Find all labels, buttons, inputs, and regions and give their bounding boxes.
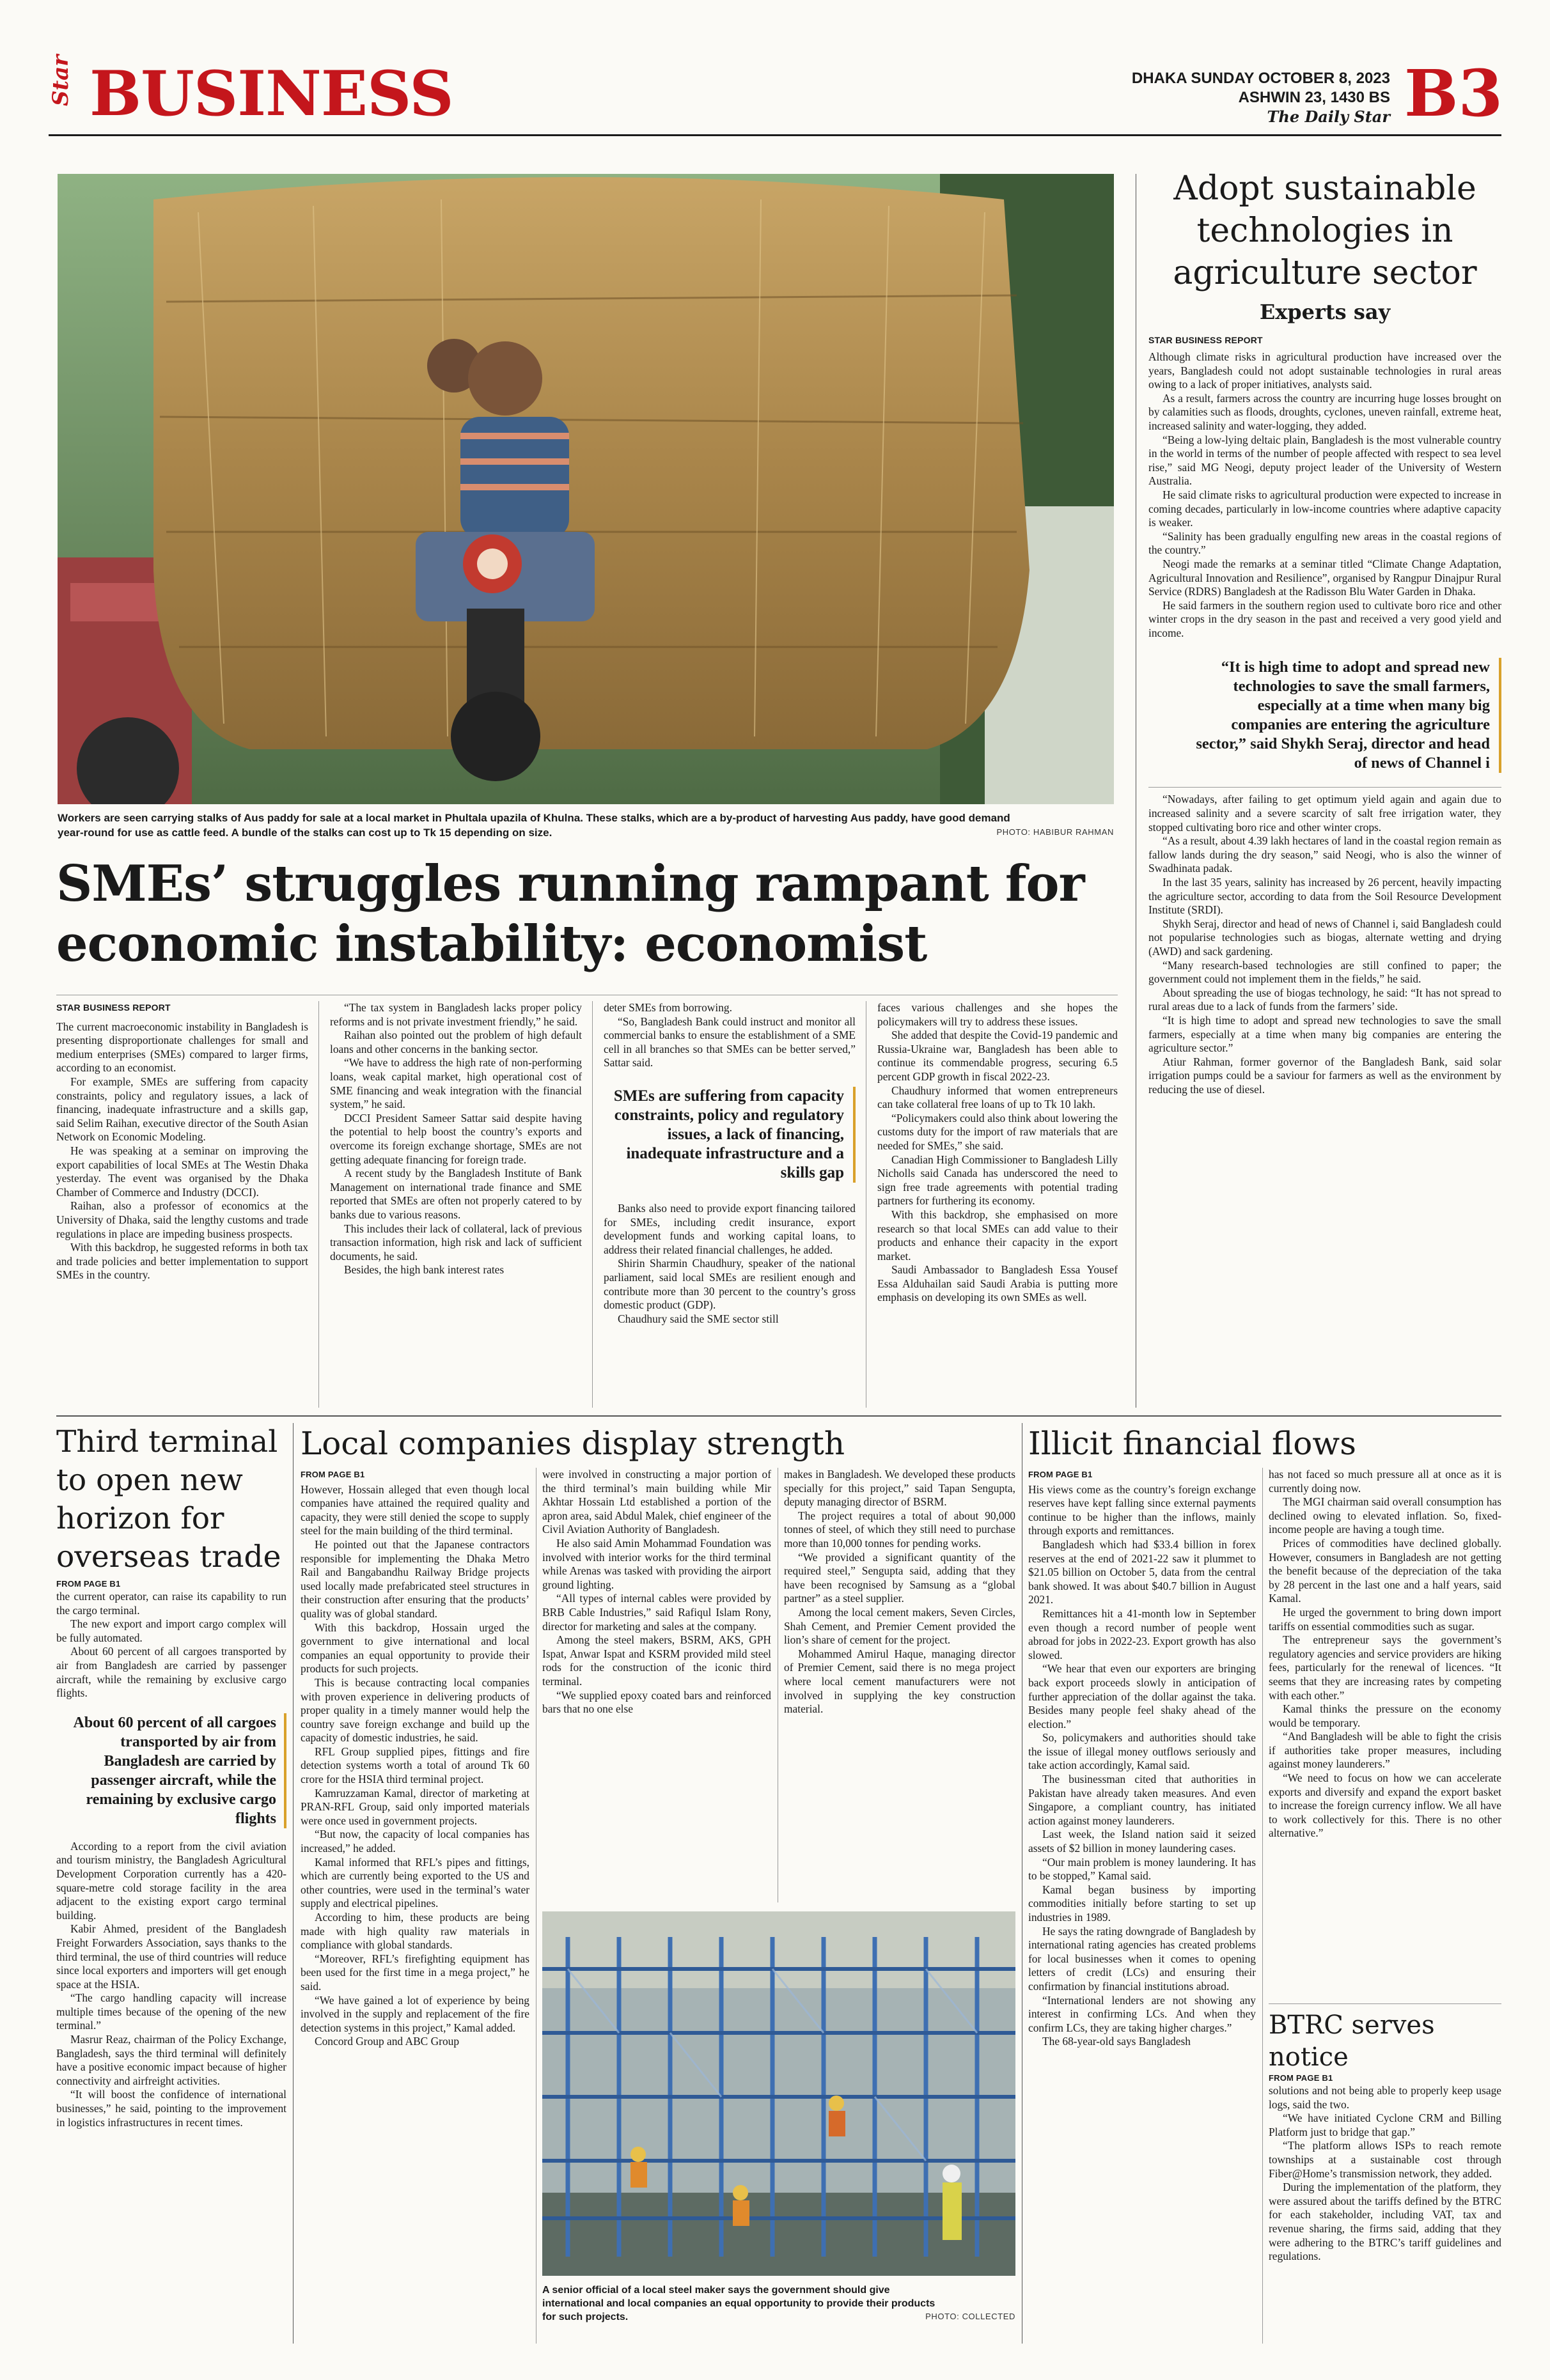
star-logo: Star <box>48 54 74 106</box>
agri-kicker: Experts say <box>1259 300 1391 324</box>
para: So, policymakers and authorities should take the issue of illegal money outflows seriously and take action accordingly, Kamal said. <box>1028 1731 1256 1772</box>
para: Mohammed Amirul Haque, managing director of Premier Cement, said there is no mega project where local cement manufacturers were not involved in supplying the key construction material. <box>784 1647 1015 1716</box>
masthead <box>0 0 1550 131</box>
photo-caption-text: A senior official of a local steel maker says the government should give international and local companies an equal opportunity to provide their products for such projects. <box>542 2285 935 2322</box>
para: A recent study by the Bangladesh Institute of Bank Management on international trade finance and SME reported that SMEs are often not properly catered to by banks due to various reasons. <box>330 1167 582 1221</box>
sme-col1 <box>56 1001 308 1282</box>
para: According to a report from the civil aviation and tourism ministry, the Bangladesh Agricultural Development Corporation currently has a 420-square-metre cold storage facility in the area adjacent to the existing export cargo terminal building. <box>56 1839 286 1922</box>
construction-photo-caption <box>542 2283 1015 2324</box>
para: The businessman cited that authorities in Pakistan have already taken measures. And even Singapore, a compliant country, has initiated action against money launderers. <box>1028 1773 1256 1827</box>
para: With this backdrop, she emphasised on more research so that local SMEs can add value to their products and enhance their capacity in the export market. <box>877 1208 1118 1263</box>
para: He pointed out that the Japanese contractors responsible for implementing the Dhaka Metro Rail and Bangabandhu Railway Bridge projects used locally made prefabricated steel structures in their construction after ensuring that the products’ quality was of global standard. <box>301 1537 529 1620</box>
btrc-from: FROM PAGE B1 <box>1269 2073 1333 2083</box>
para: Among the steel makers, BSRM, AKS, GPH Ispat, Anwar Ispat and KSRM provided mild steel rods for the construction of the iconic third terminal. <box>542 1633 771 1688</box>
para: were involved in constructing a major portion of the third terminal’s main building while Mir Akhtar Hossain Ltd established a portion of the apron area, said Abdul Malek, chief engineer of the Civil Aviation Authority of Bangladesh. <box>542 1468 771 1536</box>
para: Raihan, also a professor of economics at the University of Dhaka, said the lengthy customs and trade regulations in place are impeding business prospects. <box>56 1199 308 1240</box>
agri-headline: Adopt sustainable technologies in agriculture sector <box>1173 169 1477 292</box>
local-col1 <box>301 1468 529 2049</box>
photo-credit: PHOTO: COLLECTED <box>925 2312 1015 2321</box>
para: “Many research-based technologies are still confined to paper; the government could not implement them in the fields,” he said. <box>1148 958 1501 986</box>
para: “It is high time to adopt and spread new technologies to save the small farmers, especially at a time when many big companies are entering the agriculture sector.” <box>1148 1013 1501 1055</box>
page-number: B3 <box>1404 56 1503 131</box>
para: Kamal began business by importing commodities initially before starting to set up industries in 1989. <box>1028 1883 1256 1924</box>
para: With this backdrop, he suggested reforms in both tax and trade policies and better implementation to support SMEs in the country. <box>56 1241 308 1282</box>
para: Remittances hit a 41-month low in September even though a record number of people went abroad for jobs in 2022-23. Export growth has also slowed. <box>1028 1606 1256 1661</box>
para: He also said Amin Mohammad Foundation was involved with interior works for the third terminal while Arenas was tasked with providing the airport ground lighting. <box>542 1536 771 1591</box>
para: About 60 percent of all cargoes transported by air from Bangladesh are carried by passenger aircraft, while the remaining by exclusive cargo flights. <box>56 1645 286 1700</box>
para: He said climate risks to agricultural production were expected to increase in coming decades, particularly in low-income countries where adaptive capacity is weaker. <box>1148 488 1501 529</box>
para: The 68-year-old says Bangladesh <box>1042 2035 1191 2048</box>
construction-photo-illustration <box>542 1911 1015 2276</box>
local-col2 <box>542 1468 771 1716</box>
sme-colrule <box>318 1001 319 1408</box>
para: deter SMEs from borrowing. <box>604 1001 732 1014</box>
sme-col2 <box>330 1001 582 1277</box>
agri-pullquote <box>1187 658 1501 773</box>
para: faces various challenges and she hopes the policymakers will try to address these issues. <box>877 1001 1118 1028</box>
para: Among the local cement makers, Seven Circles, Shah Cement, and Premier Cement provided the lion’s share of cement for the project. <box>784 1605 1015 1647</box>
para: solutions and not being able to properly keep usage logs, said the two. <box>1269 2084 1501 2111</box>
para: Last week, the Island nation said it seized assets of $2 billion in money laundering cases. <box>1028 1828 1256 1855</box>
para: Kamal informed that RFL’s pipes and fittings, which are currently being exported to the US and other countries, were used in the terminal’s water supply and electrical pipelines. <box>301 1855 529 1910</box>
para: Kamruzzaman Kamal, director of marketing at PRAN-RFL Group, said only imported materials were once used in government projects. <box>301 1786 529 1827</box>
agri-story <box>1148 167 1501 1097</box>
para: “The cargo handling capacity will increase multiple times because of the opening of the new terminal.” <box>56 1991 286 2032</box>
para: According to him, these products are being made with high quality raw materials in compliance with global standards. <box>301 1911 529 1952</box>
para: His views come as the country’s foreign exchange reserves have kept falling since external payments continue to be higher than the inflows, mainly through exports and remittances. <box>1028 1482 1256 1537</box>
terminal-body-bottom <box>56 1840 286 2129</box>
para: “Nowadays, after failing to get optimum yield again and again due to increased salinity and a severe scarcity of salt free irrigation water, they stopped cultivating boro rice and other winter crops. <box>1148 793 1501 834</box>
sme-col3 <box>604 1001 856 1326</box>
para: “All types of internal cables were provided by BRB Cable Industries,” said Rafiqul Islam Rony, director for marketing and sales at the company. <box>542 1592 771 1633</box>
para: The MGI chairman said overall consumption has declined owing to elevated inflation. So, fixed-income people are having a tough time. <box>1269 1495 1501 1536</box>
masthead-rule <box>49 134 1501 136</box>
para: The new export and import cargo complex will be fully automated. <box>56 1617 286 1644</box>
dateline <box>943 69 1390 127</box>
para: Atiur Rahman, former governor of the Bangladesh Bank, said solar irrigation pumps could be a saviour for farmers as well as the environment by reducing the use of diesel. <box>1148 1055 1501 1096</box>
terminal-divider <box>293 1423 294 2344</box>
btrc-body <box>1269 2084 1501 2264</box>
para: The entrepreneur says the government’s regulatory agencies and service providers are hiking fees, particularly for the renewal of licences. “It seems that they are increasing rates by competing with each other.” <box>1269 1633 1501 1702</box>
para: “It will boost the confidence of international businesses,” he said, pointing to the improvement in logistics infrastructures in recent times. <box>56 2088 286 2129</box>
pullquote-text: “It is high time to adopt and spread new technologies to save the small farmers, especially at a time when many big companies are entering the agriculture sector,” said Shykh Seraj, director and head of news of Channel i <box>1196 658 1490 772</box>
para: “We hear that even our exporters are bringing back export proceeds slowly in anticipation of further appreciation of the dollar against the taka. Besides many people feel shaky ahead of the election.” <box>1028 1662 1256 1731</box>
agri-pull-rule <box>1148 787 1501 788</box>
sme-pullquote <box>604 1087 856 1183</box>
fold-rule <box>56 1415 1501 1417</box>
illicit-from: FROM PAGE B1 <box>1028 1470 1093 1479</box>
para: Although climate risks in agricultural production have increased over the years, Bangladesh could not adopt sustainable technologies in rural areas owing to a lack of proper initiatives, analysts said. <box>1148 350 1501 391</box>
para: “We have gained a lot of experience by being involved in the supply and replacement of the fire detection systems in this project,” Kamal added. <box>301 1993 529 2034</box>
para: This includes their lack of collateral, lack of previous transaction information, high risk and lack of sufficient documents, he said. <box>330 1222 582 1263</box>
para: Bangladesh which had $33.4 billion in forex reserves at the end of 2021-22 saw it plummet to $21.05 billion on October 5, data from the central bank showed. It was about $40.7 billion in August 2021. <box>1028 1537 1256 1606</box>
local-headline: Local companies display strength <box>301 1425 845 1462</box>
para: “The tax system in Bangladesh lacks proper policy reforms and is not private investment friendly,” he said. <box>330 1001 582 1028</box>
para: Canadian High Commissioner to Bangladesh Lilly Nicholls said Canada has underscored the need to sign free trade agreements with potential trading partners for furthering its economy. <box>877 1153 1118 1208</box>
para: The current macroeconomic instability in Bangladesh is presenting disproportionate challenges for small and medium enterprises (SMEs) compared to larger firms, according to an economist. <box>56 1020 308 1075</box>
para: Concord Group and ABC Group <box>315 2035 460 2048</box>
section-title: BUSINESS <box>90 58 453 130</box>
para: Shykh Seraj, director and head of news of Channel i, said Bangladesh could not popularise technologies such as biogas, alternate wetting and drying (AWD) and sack gardening. <box>1148 917 1501 958</box>
para: The project requires a total of about 90,000 tonnes of steel, of which they still need to purchase more than 10,000 tonnes for pending works. <box>784 1509 1015 1550</box>
pullquote-text: SMEs are suffering from capacity constraints, policy and regulatory issues, a lack of financing, inadequate infrastructure and a skills gap <box>613 1087 844 1181</box>
para: RFL Group supplied pipes, fittings and fire detection systems worth a total of around Tk 60 crore for the HSIA third terminal project. <box>301 1745 529 1786</box>
para: “And Bangladesh will be able to fight the crisis if authorities take proper measures, including against money launderers.” <box>1269 1730 1501 1771</box>
para: Saudi Ambassador to Bangladesh Essa Yousef Essa Alduhailan said Saudi Arabia is putting more emphasis on developing its own SMEs as well. <box>877 1263 1118 1304</box>
para: “International lenders are not showing any interest in confirming LCs. And when they confirm LCs, they are taking higher charges.” <box>1028 1993 1256 2034</box>
para: has not faced so much pressure all at once as it is currently doing now. <box>1269 1468 1501 1495</box>
para: “We have to address the high rate of non-performing loans, weak capital market, high operational cost of SME financing and weak integration with the financial system,” he said. <box>330 1056 582 1111</box>
sme-col4 <box>877 1001 1118 1305</box>
illicit-colrule <box>1262 1468 1263 2344</box>
agri-body-bottom <box>1148 793 1501 1096</box>
para: He was speaking at a seminar on improving the export capabilities of local SMEs at The Westin Dhaka yesterday. The event was organised by the Dhaka Chamber of Commerce and Industry (DCCI). <box>56 1144 308 1199</box>
paper-name: The Daily Star <box>1267 107 1390 126</box>
issue-date: DHAKA SUNDAY OCTOBER 8, 2023 <box>1131 70 1390 87</box>
para: As a result, farmers across the country are incurring huge losses brought on by calamities such as floods, droughts, cyclones, uneven rainfall, extreme heat, increased salinity and water-logging, they added. <box>1148 391 1501 432</box>
construction-photo <box>542 1911 1015 2276</box>
para: “So, Bangladesh Bank could instruct and monitor all commercial banks to ensure the establishment of a SME cell in all branches so that SMEs can be better served,” Sattar said. <box>604 1015 856 1069</box>
illicit-headline: Illicit financial flows <box>1028 1425 1356 1462</box>
para: makes in Bangladesh. We developed these products specially for this project,” said Tapan Sengupta, deputy managing director of BSRM. <box>784 1468 1015 1509</box>
para: He says the rating downgrade of Bangladesh by international rating agencies has created problems for local businesses when it comes to opening letters of credit (LCs) and ensuring their confirmation by financial institutions abroad. <box>1028 1924 1256 1993</box>
para: He urged the government to bring down import tariffs on essential commodities such as sugar. <box>1269 1605 1501 1633</box>
para: “Our main problem is money laundering. It has to be stopped,” Kamal said. <box>1028 1855 1256 1883</box>
btrc-rule <box>1269 2003 1501 2004</box>
agri-body-top <box>1148 350 1501 640</box>
para: Kamal thinks the pressure on the economy would be temporary. <box>1269 1702 1501 1729</box>
para: Neogi made the remarks at a seminar titled “Climate Change Adaptation, Agricultural Innovation and Resilience”, organised by Rangpur Dinajpur Rural Service (RDRS) Bangladesh at the Radisson Blu Water Garden in Dhaka. <box>1148 557 1501 598</box>
photo-caption-text: Workers are seen carrying stalks of Aus paddy for sale at a local market in Phultala upazila of Khulna. These stalks, which are a by-product of harvesting Aus paddy, have good demand year-round for use as cattle feed. A bundle of the stalks can cost up to Tk 15 depending on size. <box>58 812 1010 839</box>
para: Kabir Ahmed, president of the Bangladesh Freight Forwarders Association, says thanks to the third terminal, the use of third countries will reduce since local exporters and importers will get enough space at the HSIA. <box>56 1922 286 1991</box>
para: She added that despite the Covid-19 pandemic and Russia-Ukraine war, Bangladesh has been able to continue its commendable progress, securing 6.5 percent GDP growth in fiscal 2022-23. <box>877 1029 1118 1083</box>
pullquote-text: About 60 percent of all cargoes transported by air from Bangladesh are carried by passenger aircraft, while the remaining by exclusive cargo flights <box>73 1714 276 1827</box>
para: However, Hossain alleged that even though local companies have attained the required quality and capacity, they were still denied the scope to supply steel for the main building of the third terminal. <box>301 1482 529 1537</box>
para: Shirin Sharmin Chaudhury, speaker of the national parliament, said local SMEs are resilient enough and contribute more than 30 percent to the country’s gross domestic product (GDP). <box>604 1257 856 1312</box>
para: “But now, the capacity of local companies has increased,” he added. <box>301 1828 529 1855</box>
btrc-headline: BTRC serves notice <box>1269 2011 1435 2072</box>
para: With this backdrop, Hossain urged the government to give international and local companies an equal opportunity to provide their products for such projects. <box>301 1621 529 1676</box>
btrc-story <box>1269 2003 1501 2264</box>
local-from: FROM PAGE B1 <box>301 1470 365 1479</box>
sme-colrule <box>592 1001 593 1408</box>
para: “Being a low-lying deltaic plain, Bangladesh is the most vulnerable country in the world in terms of the number of people affected with respect to sea level rise,” said MG Neogi, deputy project leader of the University of Western Australia. <box>1148 433 1501 488</box>
para: “The platform allows ISPs to reach remote townships at a sustainable cost through Fiber@Home’s transmission network, they added. <box>1269 2139 1501 2180</box>
para: “We need to focus on how we can accelerate exports and diversify and expand the export basket to increase the foreign currency inflow. We all have to work collectively for this. There is no other alternative.” <box>1269 1771 1501 1840</box>
para: “We supplied epoxy coated bars and reinforced bars that no one else <box>542 1688 771 1716</box>
para: In the last 35 years, salinity has increased by 26 percent, heavily impacting the agriculture sector, according to data from the Soil Resource Development Institute (SRDI). <box>1148 876 1501 917</box>
para: “We provided a significant quantity of the required steel,” Sengupta said, adding that they have been recognised by Samsung as a “global partner” as a steel supplier. <box>784 1550 1015 1605</box>
para: Besides, the high bank interest rates <box>344 1263 505 1277</box>
terminal-story <box>56 1423 286 2129</box>
para: the current operator, can raise its capability to run the cargo terminal. <box>56 1590 286 1617</box>
para: “As a result, about 4.39 lakh hectares of land in the coastal region remain as fallow lands during the dry season,” said Neogi, who is also the winner of Swadhinata padak. <box>1148 834 1501 875</box>
para: Raihan also pointed out the problem of high default loans and other concerns in the banking sector. <box>330 1029 582 1055</box>
para: Prices of commodities have declined globally. However, consumers in Bangladesh are not getting the benefit because of the depreciation of the taka by 28 percent in the last one and a half years, said Kamal. <box>1269 1536 1501 1605</box>
para: Masrur Reaz, chairman of the Policy Exchange, Bangladesh, says the third terminal will definitely have a positive economic impact because of higher connectivity and airfreight activities. <box>56 2033 286 2087</box>
terminal-pullquote <box>56 1713 286 1828</box>
para: “We have initiated Cyclone CRM and Billing Platform just to bridge that gap.” <box>1269 2112 1501 2138</box>
para: About spreading the use of biogas technology, he said: “It has not spread to rural areas due to a lack of funds from the farmers’ side. <box>1148 986 1501 1013</box>
sme-headline: SMEs’ struggles running rampant for economic instability: economist <box>56 855 1084 973</box>
sme-byline: STAR BUSINESS REPORT <box>56 1002 171 1013</box>
para: He said farmers in the southern region used to cultivate boro rice and other winter crops in the dry season in the past and received a very good yield and income. <box>1148 598 1501 639</box>
paddy-photo-caption <box>58 811 1114 840</box>
para: DCCI President Sameer Sattar said despite having the potential to help boost the country’s exports and overcome its foreign exchange shortage, SMEs are not getting adequate financing for foreign trade. <box>330 1111 582 1166</box>
para: This is because contracting local companies with proven experience in delivering products of proper quality in a timely manner would help the country save foreign exchange and build up the capacity of domestic industries, he said. <box>301 1676 529 1745</box>
para: Banks also need to provide export financing tailored for SMEs, including credit insurance, export development funds and working capital loans, to address their related financial challenges, he added. <box>604 1201 856 1256</box>
terminal-headline: Third terminal to open new horizon for overseas trade <box>56 1424 281 1575</box>
para: “Moreover, RFL’s firefighting equipment has been used for the first time in a mega project,” he said. <box>301 1952 529 1993</box>
terminal-from: FROM PAGE B1 <box>56 1579 121 1589</box>
para: Chaudhury said the SME sector still <box>618 1312 779 1325</box>
agri-byline: STAR BUSINESS REPORT <box>1148 335 1263 345</box>
para: Chaudhury informed that women entrepreneurs can take collateral free loans of up to Tk 10 lakh. <box>877 1084 1118 1111</box>
para: “Salinity has been gradually engulfing new areas in the coastal regions of the country.” <box>1148 529 1501 557</box>
photo-credit: PHOTO: HABIBUR RAHMAN <box>996 827 1114 837</box>
bangla-date: ASHWIN 23, 1430 BS <box>1238 89 1390 106</box>
para: “Policymakers could also think about lowering the customs duty for the import of raw materials that are needed for SMEs,” she said. <box>877 1111 1118 1152</box>
paddy-photo <box>58 174 1114 804</box>
terminal-body-top <box>56 1590 286 1700</box>
local-col3 <box>784 1468 1015 1716</box>
illicit-col1 <box>1028 1468 1256 2049</box>
para: For example, SMEs are suffering from capacity constraints, policy and regulatory issues, a lack of financing, inadequate infrastructure and a skills gap, said Selim Raihan, executive director of the South Asian Network on Economic Modeling. <box>56 1075 308 1144</box>
para: During the implementation of the platform, they were assured about the tariffs defined by the BTRC for each stakeholder, including VAT, tax and revenue sharing, the firms said, adding that they were adhering to the BTRC’s tariff guidelines and regulations. <box>1269 2181 1501 2263</box>
paddy-photo-illustration <box>58 174 1114 804</box>
illicit-col2 <box>1269 1468 1501 1840</box>
